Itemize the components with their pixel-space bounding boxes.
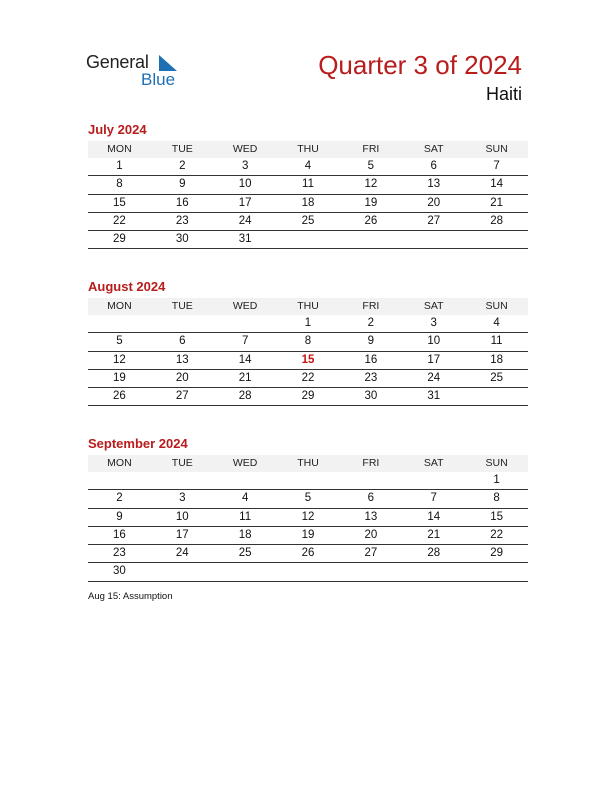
- day-cell: [339, 231, 402, 248]
- day-cell: 19: [364, 196, 378, 209]
- page-title: Quarter 3 of 2024: [318, 50, 522, 80]
- week-row: [88, 231, 528, 249]
- day-cell: [402, 231, 465, 248]
- day-cell: 12: [364, 178, 378, 191]
- week-row: [88, 213, 528, 231]
- day-cell: 15: [113, 196, 126, 209]
- day-cell: 7: [430, 492, 437, 505]
- month-calendar-august: [88, 279, 528, 406]
- weekday-header-row: [88, 141, 528, 158]
- weekday-label: THU: [297, 143, 319, 155]
- day-cell: 11: [239, 510, 252, 523]
- day-cell: 31: [238, 233, 252, 246]
- logo-triangle-icon: [159, 55, 177, 71]
- day-cell: 6: [367, 492, 375, 505]
- country-name: Haiti: [485, 84, 522, 104]
- month-title: August 2024: [88, 279, 166, 294]
- day-cell: 5: [304, 492, 312, 505]
- day-cell: 7: [241, 335, 249, 348]
- day-cell: [214, 472, 277, 489]
- day-cell: 2: [367, 317, 375, 329]
- day-cell: 23: [175, 214, 189, 227]
- day-cell: 23: [364, 371, 378, 384]
- week-row: [88, 176, 528, 194]
- day-cell: 17: [238, 196, 252, 209]
- day-cell: 30: [175, 233, 189, 246]
- weekday-label: WED: [232, 457, 258, 469]
- day-cell: 24: [427, 371, 441, 384]
- weekday-label: SUN: [485, 457, 508, 469]
- weekday-label: WED: [232, 143, 258, 155]
- logo-blue-text: Blue: [141, 70, 176, 89]
- month-calendar-september: [88, 436, 528, 582]
- day-cell: 20: [364, 528, 378, 541]
- day-cell: 4: [241, 492, 249, 505]
- day-cell: 3: [430, 317, 437, 329]
- weekday-header-row: [88, 455, 528, 472]
- day-cell: 13: [175, 353, 189, 366]
- day-cell: 29: [490, 547, 503, 560]
- day-cell: 16: [175, 196, 189, 209]
- week-row: [88, 527, 528, 545]
- day-cell: [339, 472, 402, 489]
- weekday-label: TUE: [171, 143, 193, 155]
- day-cell: 17: [175, 528, 189, 541]
- day-cell: 29: [113, 233, 126, 246]
- day-cell: 20: [175, 371, 189, 384]
- day-cell: [88, 315, 151, 332]
- day-cell: 27: [364, 547, 378, 560]
- day-cell: 10: [175, 510, 189, 523]
- day-cell: 27: [427, 214, 441, 227]
- weekday-label: MON: [107, 457, 132, 469]
- week-row: [88, 472, 528, 490]
- weekday-label: THU: [297, 457, 319, 469]
- day-cell: 11: [302, 178, 314, 191]
- day-cell: 18: [238, 528, 252, 541]
- day-cell: 20: [427, 196, 441, 209]
- day-cell: [465, 388, 528, 405]
- day-cell: 4: [493, 317, 500, 329]
- day-cell: 8: [116, 178, 123, 191]
- day-cell: [402, 472, 465, 489]
- week-row: [88, 158, 528, 176]
- month-grid: [88, 141, 528, 249]
- day-cell: 14: [238, 353, 252, 366]
- weekday-label: SAT: [423, 143, 444, 155]
- day-cell: 12: [301, 510, 315, 523]
- day-cell: 18: [490, 353, 503, 366]
- day-cell: 3: [179, 492, 186, 505]
- generalblue-logo: [86, 50, 186, 90]
- day-cell: 10: [427, 335, 441, 348]
- day-cell: 1: [304, 317, 312, 329]
- day-cell: 8: [493, 492, 500, 505]
- day-cell: 28: [427, 547, 441, 560]
- day-cell: 21: [427, 528, 441, 541]
- day-cell: [151, 472, 214, 489]
- day-cell: 13: [364, 510, 378, 523]
- weekday-header-row: [88, 298, 528, 315]
- week-row: [88, 490, 528, 508]
- day-cell: [402, 563, 465, 580]
- day-cell: 15: [490, 510, 503, 523]
- day-cell: 18: [301, 196, 315, 209]
- day-cell: 25: [490, 371, 503, 384]
- day-cell: [339, 563, 402, 580]
- weekday-label: SUN: [485, 143, 508, 155]
- day-cell: [214, 563, 277, 580]
- day-cell: [214, 315, 277, 332]
- day-cell: 5: [367, 160, 375, 172]
- month-calendar-july: [88, 122, 528, 249]
- day-cell: 13: [427, 178, 441, 191]
- weekday-label: WED: [232, 300, 258, 312]
- holiday-day-cell: 15: [301, 353, 315, 366]
- day-cell: 4: [304, 160, 312, 172]
- day-cell: [277, 472, 340, 489]
- weekday-label: FRI: [362, 457, 380, 469]
- day-cell: 2: [179, 160, 186, 172]
- day-cell: 21: [490, 196, 503, 209]
- day-cell: 2: [116, 492, 123, 505]
- day-cell: 22: [301, 371, 315, 384]
- day-cell: [465, 231, 528, 248]
- holiday-notes: [88, 591, 173, 602]
- holiday-note: Aug 15: Assumption: [88, 591, 173, 602]
- day-cell: [151, 315, 214, 332]
- day-cell: 28: [238, 390, 252, 403]
- day-cell: 19: [113, 371, 126, 384]
- week-row: [88, 195, 528, 213]
- logo-general-text: General: [86, 52, 149, 72]
- day-cell: 21: [238, 371, 252, 384]
- weekday-label: SUN: [485, 300, 508, 312]
- week-row: [88, 388, 528, 406]
- day-cell: 14: [490, 178, 503, 191]
- day-cell: 24: [175, 547, 189, 560]
- day-cell: [277, 563, 340, 580]
- weekday-label: MON: [107, 300, 132, 312]
- week-row: [88, 509, 528, 527]
- day-cell: 8: [304, 335, 312, 348]
- day-cell: 25: [301, 214, 315, 227]
- weekday-label: FRI: [362, 143, 380, 155]
- day-cell: 9: [116, 510, 123, 523]
- day-cell: 25: [238, 547, 252, 560]
- day-cell: 26: [301, 547, 315, 560]
- day-cell: 1: [493, 474, 500, 486]
- day-cell: 16: [113, 528, 126, 541]
- day-cell: 29: [301, 390, 315, 403]
- day-cell: 11: [490, 335, 503, 348]
- day-cell: 12: [113, 353, 126, 366]
- week-row: [88, 563, 528, 581]
- day-cell: 26: [364, 214, 378, 227]
- weekday-label: THU: [297, 300, 319, 312]
- day-cell: 9: [367, 335, 375, 348]
- day-cell: 17: [427, 353, 441, 366]
- day-cell: 7: [493, 160, 500, 172]
- day-cell: 6: [430, 160, 437, 172]
- day-cell: 6: [179, 335, 186, 348]
- day-cell: [151, 563, 214, 580]
- day-cell: 14: [427, 510, 441, 523]
- week-row: [88, 545, 528, 563]
- day-cell: 10: [238, 178, 252, 191]
- day-cell: 30: [364, 390, 378, 403]
- month-title: September 2024: [88, 436, 188, 451]
- weekday-label: SAT: [423, 300, 444, 312]
- month-grid: [88, 455, 528, 582]
- day-cell: 19: [301, 528, 315, 541]
- day-cell: [88, 472, 151, 489]
- weekday-label: TUE: [171, 457, 193, 469]
- day-cell: 27: [175, 390, 189, 403]
- day-cell: [465, 563, 528, 580]
- week-row: [88, 370, 528, 388]
- day-cell: 22: [490, 528, 503, 541]
- day-cell: 26: [113, 390, 126, 403]
- weekday-label: TUE: [171, 300, 193, 312]
- week-row: [88, 333, 528, 351]
- day-cell: 30: [113, 565, 126, 578]
- week-row: [88, 352, 528, 370]
- day-cell: 16: [364, 353, 378, 366]
- day-cell: 24: [238, 214, 252, 227]
- week-row: [88, 315, 528, 333]
- day-cell: 9: [179, 178, 186, 191]
- day-cell: 31: [427, 390, 441, 403]
- day-cell: 28: [490, 214, 503, 227]
- weekday-label: SAT: [423, 457, 444, 469]
- weekday-label: MON: [107, 143, 132, 155]
- day-cell: 3: [241, 160, 249, 172]
- day-cell: 1: [116, 160, 123, 172]
- month-grid: [88, 298, 528, 406]
- month-title: July 2024: [88, 122, 147, 137]
- day-cell: 22: [113, 214, 126, 227]
- day-cell: [277, 231, 340, 248]
- day-cell: 5: [116, 335, 123, 348]
- day-cell: 23: [113, 547, 126, 560]
- weekday-label: FRI: [362, 300, 380, 312]
